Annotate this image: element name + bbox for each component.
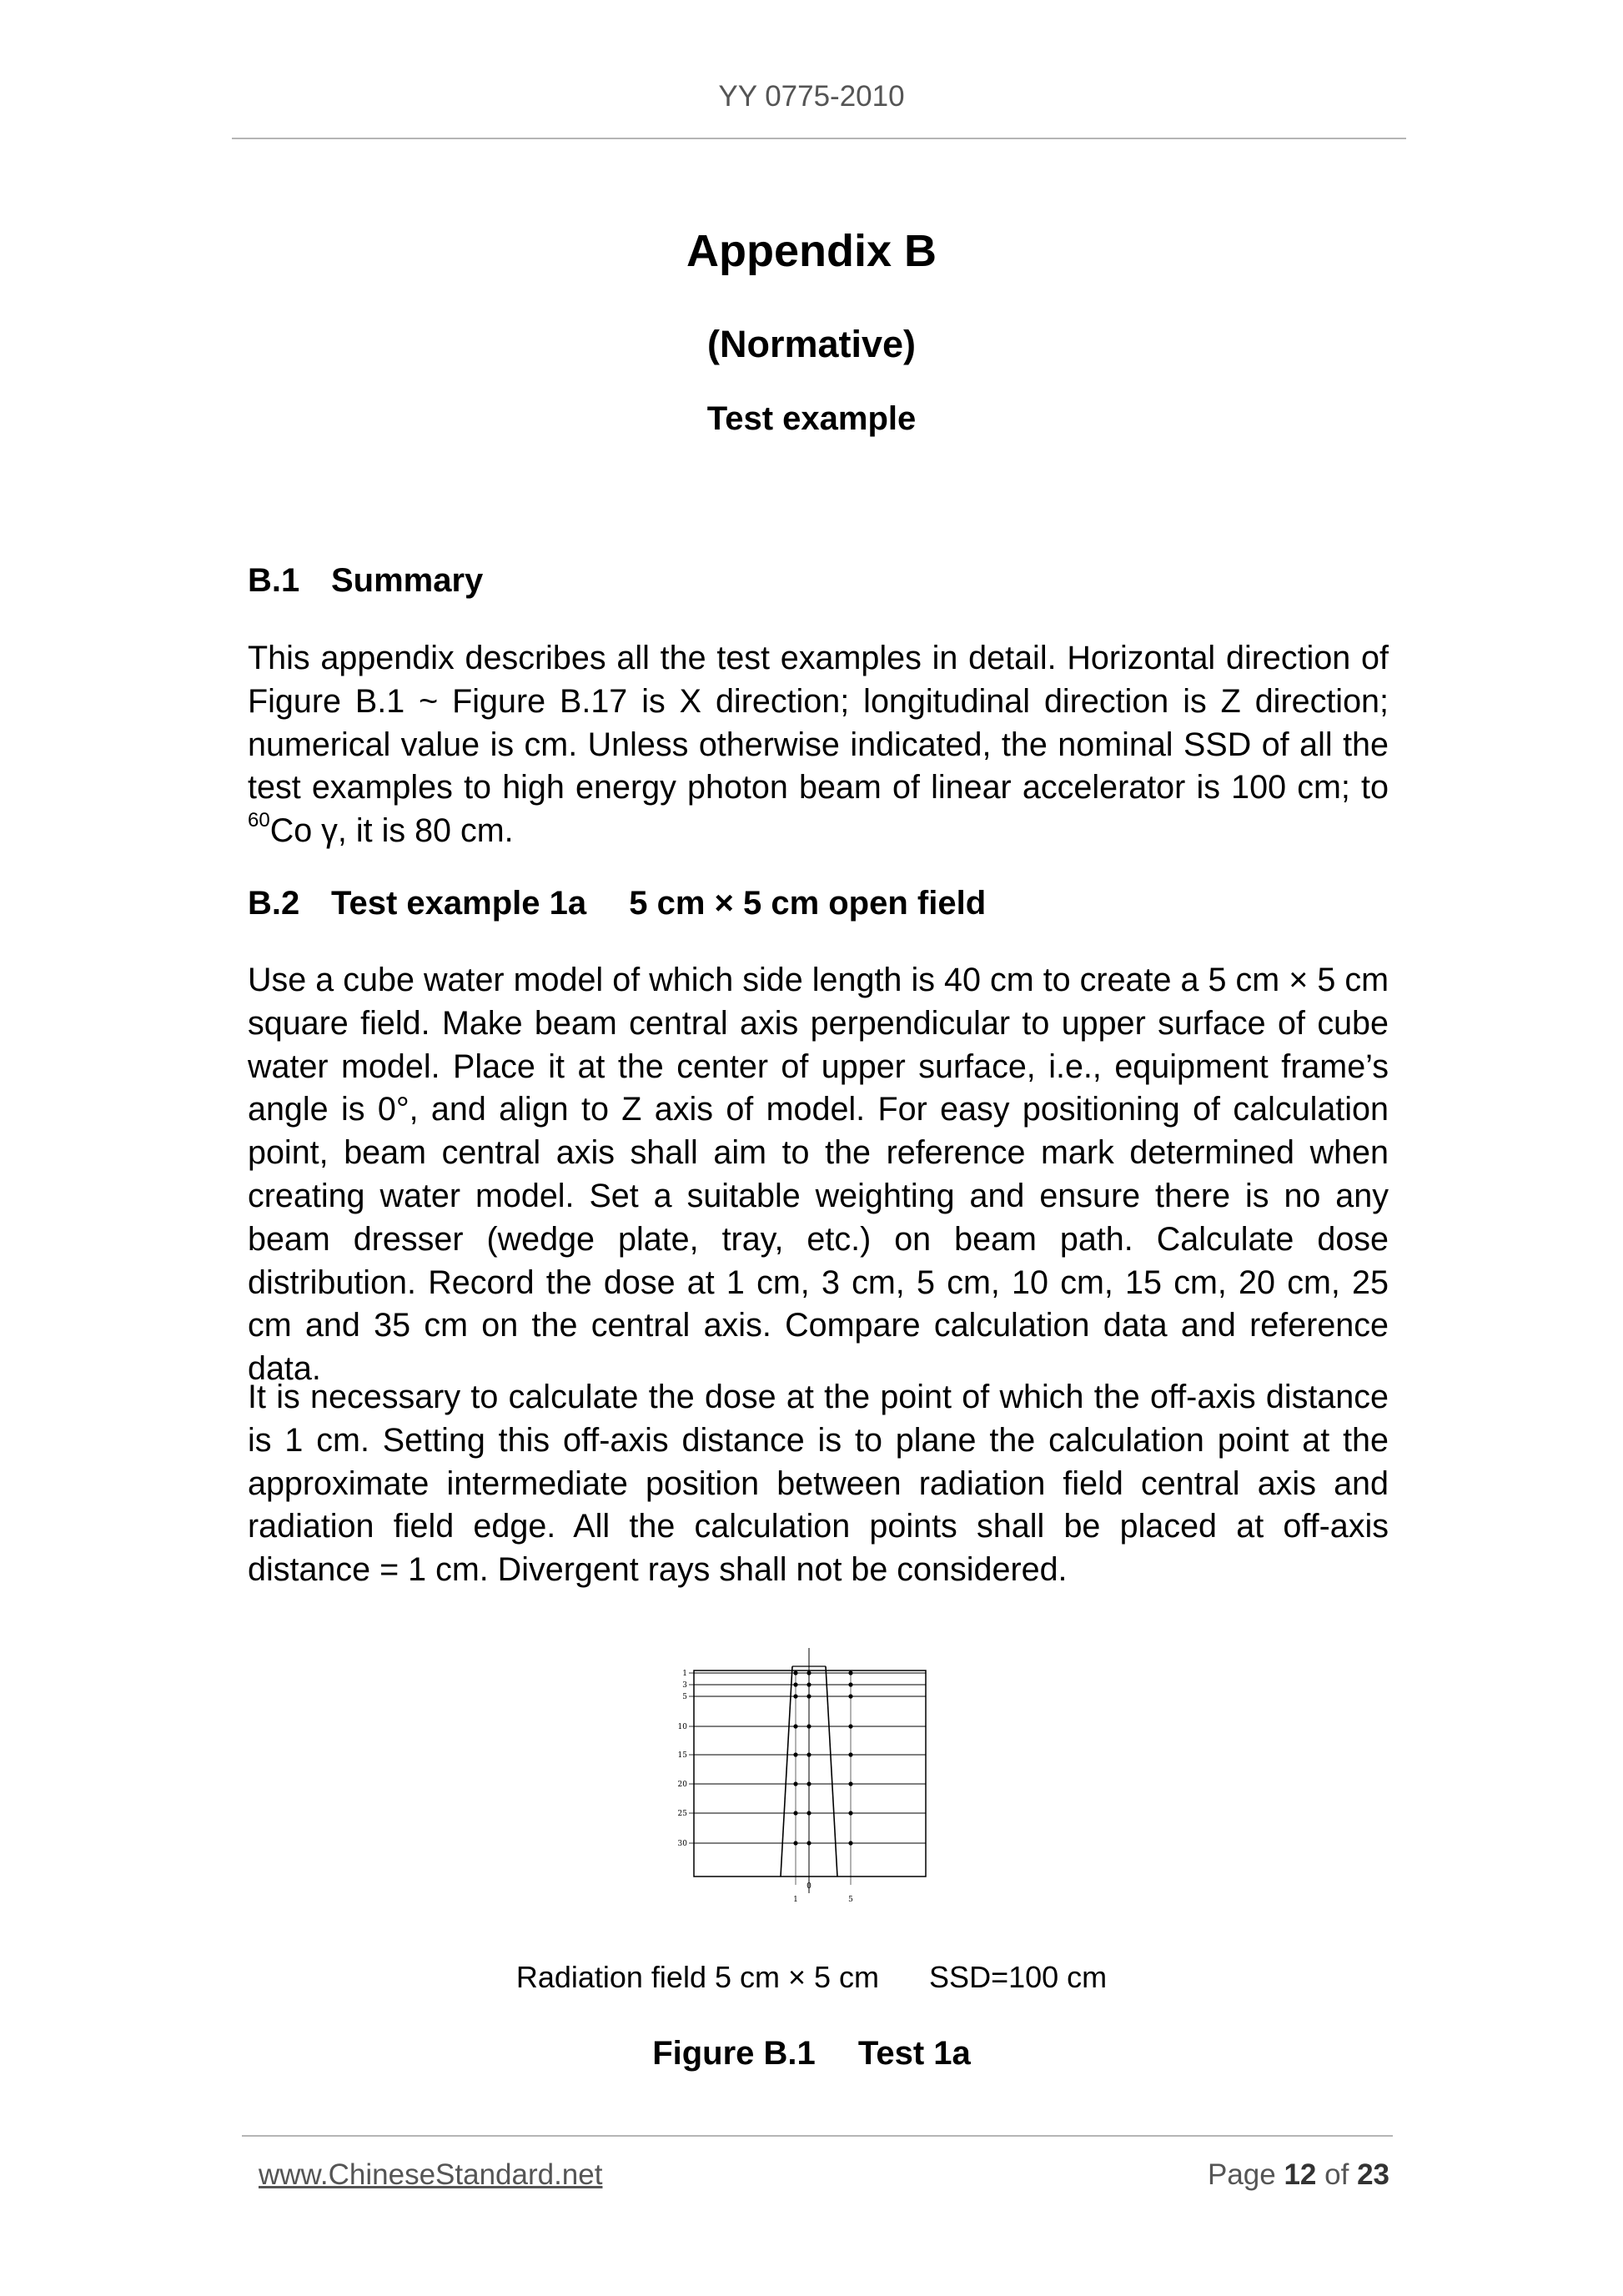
section-b2-paragraph-2 [248, 1376, 1389, 1592]
section-b1-number: B.1 [248, 562, 300, 599]
beam-geometry-diagram [659, 1643, 942, 1910]
calculation-point [848, 1841, 852, 1845]
caption-ssd: SSD=100 cm [929, 1960, 1108, 1994]
of-word: of [1324, 2158, 1349, 2191]
calculation-point [806, 1811, 811, 1815]
appendix-title: Appendix B [686, 226, 937, 276]
b1-text-part1: This appendix describes all the test examples in detail. Horizontal direction of Figure B.1 ~ Figure B.17 is X direction; longitudinal direction is Z direction; numerical value is cm. Unless otherwise indicated, the nominal SSD of all the test examples to high energy photon beam of linear accelerator is 100 cm; to [248, 640, 1389, 806]
appendix-subtitle: Test example [706, 400, 917, 437]
b2-para1-text: Use a cube water model of which side length is 40 cm to create a 5 cm × 5 cm square field. Make beam central axis perpendicular to upper surface of cube water model. Place it at the center of upper surface, i.e., equipment frame’s angle is 0°, and align to Z axis of model. For easy positioning of calculation point, beam central axis shall aim to the reference mark determined when creating water model. Set a suitable weighting and ensure there is no any beam dresser (wedge plate, tray, etc.) on beam path. Calculate dose distribution. Record the dose at 1 cm, 3 cm, 5 cm, 10 cm, 15 cm, 20 cm, 25 cm and 35 cm on the central axis. Compare calculation data and reference data. [248, 962, 1389, 1388]
caption-field-size: Radiation field 5 cm × 5 cm [515, 1960, 880, 1994]
section-b2-paragraph-1 [248, 959, 1389, 1391]
section-b1-paragraph [248, 637, 1389, 853]
section-b2-number: B.2 [248, 885, 300, 922]
depth-label: 25 [677, 1810, 687, 1818]
calculation-point [848, 1752, 852, 1756]
beam-edge-right [826, 1666, 837, 1876]
calculation-point [806, 1671, 811, 1675]
page-indicator [1208, 2158, 1389, 2192]
calculation-point [848, 1724, 852, 1728]
b2-para2-text: It is necessary to calculate the dose at the point of which the off-axis distance is 1 cm. Setting this off-axis distance is to plane the calculation point at the approximate intermediate position between radiation field central axis and radiation field edge. All the calculation points shall be placed at off-axis distance = 1 cm. Divergent rays shall not be considered. [248, 1379, 1389, 1589]
phantom-outline [694, 1671, 926, 1876]
calculation-point [848, 1694, 852, 1698]
calculation-point [806, 1781, 811, 1786]
section-b1-title: Summary [331, 562, 484, 599]
figure-title: Figure B.1 Test 1a [652, 2035, 971, 2072]
website-link[interactable]: www.ChineseStandard.net [259, 2158, 603, 2191]
calculation-point [806, 1841, 811, 1845]
header-divider [232, 138, 1406, 139]
section-b2-title: Test example 1a 5 cm × 5 cm open field [331, 885, 987, 922]
document-id: YY 0775-2010 [718, 80, 905, 113]
calculation-point [848, 1811, 852, 1815]
calculation-point [793, 1781, 797, 1786]
footer-divider [242, 2135, 1393, 2137]
page-number: 12 [1284, 2158, 1317, 2191]
section-b1-heading [248, 562, 483, 600]
depth-label: 10 [677, 1723, 687, 1731]
depth-label: 20 [677, 1781, 687, 1789]
normative-label: (Normative) [706, 323, 917, 365]
page-word: Page [1207, 2158, 1276, 2191]
calculation-point [848, 1682, 852, 1686]
calculation-point [848, 1781, 852, 1786]
beam-edge-left [781, 1666, 792, 1876]
calculation-point [793, 1671, 797, 1675]
depth-label: 5 [682, 1693, 687, 1701]
calculation-point [793, 1694, 797, 1698]
offaxis-label: 0 [806, 1882, 812, 1891]
offaxis-label: 1 [793, 1896, 798, 1904]
offaxis-label: 5 [848, 1896, 853, 1904]
section-b2-heading [248, 885, 986, 922]
depth-label: 1 [682, 1670, 687, 1678]
calculation-point [793, 1811, 797, 1815]
calculation-point [806, 1752, 811, 1756]
calculation-point [848, 1671, 852, 1675]
calculation-point [793, 1841, 797, 1845]
calculation-point [793, 1682, 797, 1686]
calculation-point [793, 1724, 797, 1728]
page-total: 23 [1357, 2158, 1389, 2191]
calculation-point [806, 1694, 811, 1698]
b1-text-part2: Co γ, it is 80 cm. [269, 812, 514, 850]
calculation-point [806, 1724, 811, 1728]
depth-label: 30 [677, 1840, 687, 1848]
depth-label: 3 [682, 1681, 687, 1690]
calculation-point [793, 1752, 797, 1756]
depth-label: 15 [677, 1751, 687, 1760]
superscript-60: 60 [248, 809, 270, 832]
figure-b1-diagram [659, 1643, 942, 1910]
calculation-point [806, 1682, 811, 1686]
figure-caption [0, 1960, 1623, 1995]
